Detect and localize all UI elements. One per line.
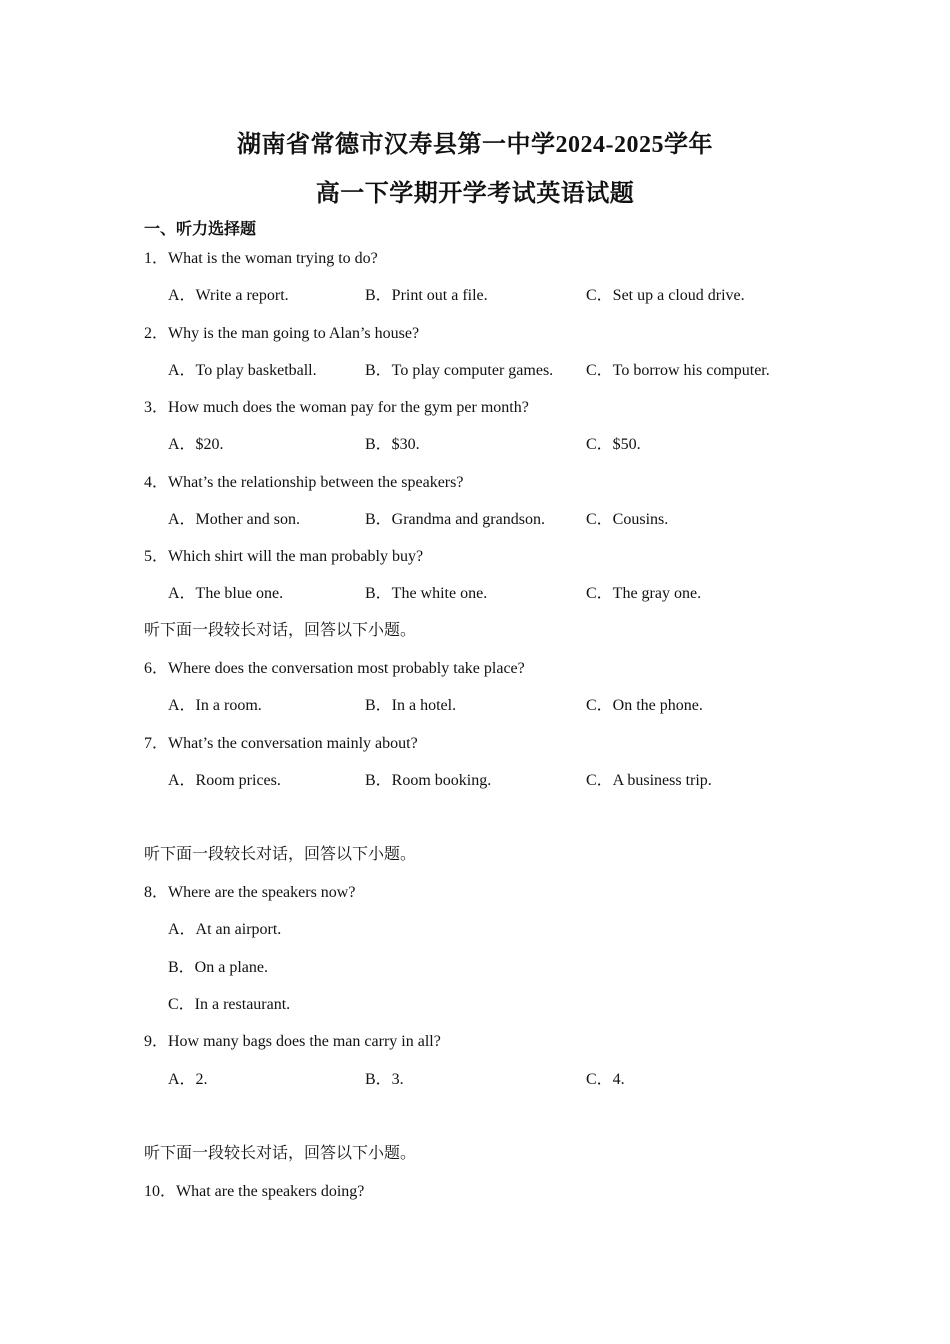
question-8: 8．Where are the speakers now? <box>144 884 356 901</box>
q8-option-c: C．In a restaurant. <box>168 996 291 1013</box>
q5-option-b: B．The white one. <box>365 585 488 602</box>
q8-option-b: B．On a plane. <box>168 959 268 976</box>
question-10: 10．What are the speakers doing? <box>144 1183 365 1200</box>
q2-option-c: C．To borrow his computer. <box>586 362 770 379</box>
exam-title-line1: 湖南省常德市汉寿县第一中学2024-2025学年 <box>237 132 713 158</box>
q6-option-a: A．In a room. <box>168 697 262 714</box>
instruction-note-2: 听下面一段较长对话，回答以下小题。 <box>144 846 417 863</box>
q5-option-c: C．The gray one. <box>586 585 702 602</box>
q3-option-b: B．$30. <box>365 436 420 453</box>
exam-title-line2: 高一下学期开学考试英语试题 <box>315 181 635 207</box>
q8-option-a: A．At an airport. <box>168 921 282 938</box>
q4-option-c: C．Cousins. <box>586 511 669 528</box>
question-5: 5．Which shirt will the man probably buy? <box>144 548 424 565</box>
q5-option-a: A．The blue one. <box>168 585 284 602</box>
question-1: 1．What is the woman trying to do? <box>144 250 378 267</box>
q9-option-c: C．4. <box>586 1071 625 1088</box>
q3-option-c: C．$50. <box>586 436 641 453</box>
question-9: 9．How many bags does the man carry in all? <box>144 1033 441 1050</box>
q1-option-b: B．Print out a file. <box>365 287 488 304</box>
question-7: 7．What’s the conversation mainly about? <box>144 735 418 752</box>
q9-option-b: B．3. <box>365 1071 404 1088</box>
question-4: 4．What’s the relationship between the speakers? <box>144 474 464 491</box>
section-heading-listening: 一、听力选择题 <box>144 221 257 238</box>
q1-option-a: A．Write a report. <box>168 287 289 304</box>
q7-option-b: B．Room booking. <box>365 772 492 789</box>
q2-option-a: A．To play basketball. <box>168 362 317 379</box>
q2-option-b: B．To play computer games. <box>365 362 554 379</box>
q3-option-a: A．$20. <box>168 436 224 453</box>
q6-option-c: C．On the phone. <box>586 697 703 714</box>
q4-option-a: A．Mother and son. <box>168 511 300 528</box>
q1-option-c: C．Set up a cloud drive. <box>586 287 745 304</box>
question-3: 3．How much does the woman pay for the gym per month? <box>144 399 529 416</box>
question-6: 6．Where does the conversation most probably take place? <box>144 660 525 677</box>
q4-option-b: B．Grandma and grandson. <box>365 511 545 528</box>
instruction-note-1: 听下面一段较长对话，回答以下小题。 <box>144 622 417 639</box>
question-2: 2．Why is the man going to Alan’s house? <box>144 325 420 342</box>
q7-option-c: C．A business trip. <box>586 772 712 789</box>
q7-option-a: A．Room prices. <box>168 772 281 789</box>
q6-option-b: B．In a hotel. <box>365 697 457 714</box>
q9-option-a: A．2. <box>168 1071 208 1088</box>
instruction-note-3: 听下面一段较长对话，回答以下小题。 <box>144 1145 417 1162</box>
